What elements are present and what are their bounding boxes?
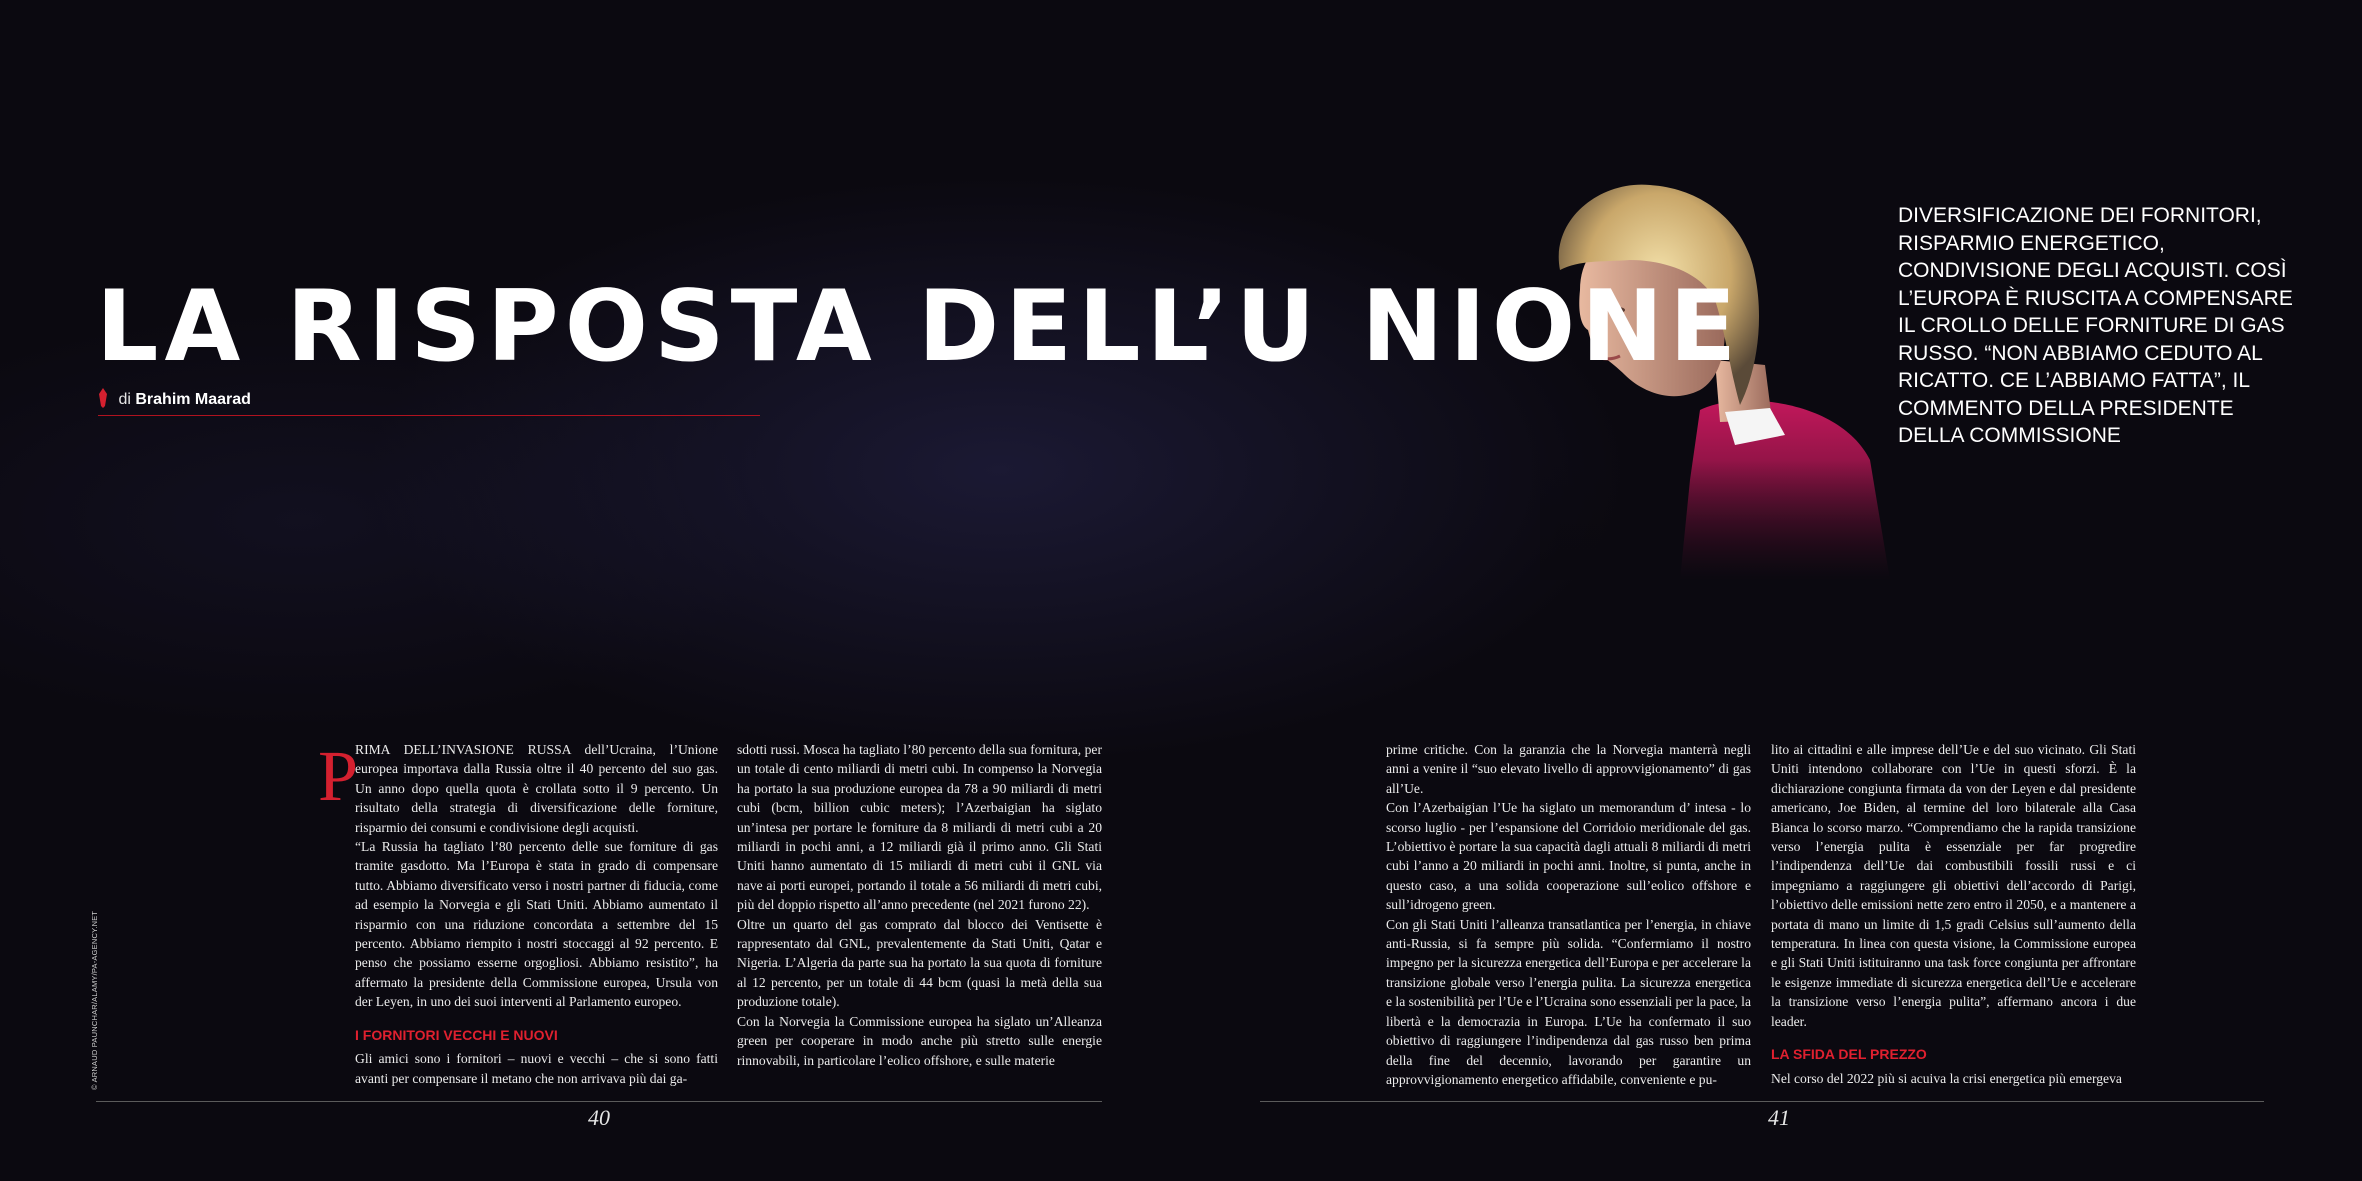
page-number-left: 40 [588,1105,610,1130]
footer-rule-left [96,1101,1102,1102]
paragraph: “La Russia ha tagliato l’80 percento delle sue forniture di gas tramite gasdotto. Ma l’Europa è stata in grado di compensare tutto. Abbiamo diversificato verso i nostri partner di fiducia, come ad esempio la Norvegia e gli Stati Uniti. Abbiamo aumentato il risparmio con una riduzione concordata a settembre del 15 percento. Abbiamo riempito i nostri stoccaggi al 92 percento. E penso che possiamo esserne orgogliosi. Abbiamo resistito”, ha affermato la presidente della Commissione europea, Ursula von der Leyen, in uno dei suoi interventi al Parlamento europeo. [355,839,718,1010]
text-column-2 [737,740,1102,1070]
text-column-1 [355,740,718,1088]
article-title: LA RISPOSTA DELL’U NIONE [96,270,1743,384]
section-subhead: LA SFIDA DEL PREZZO [1771,1046,1927,1063]
text-column-3 [1386,740,1751,1089]
byline-author: Brahim Maarad [135,391,251,408]
pen-icon [98,388,108,408]
photo-credit: © ARNAUD PAUNCHAR/ALAMY/PA-AGENCY.NET [90,910,99,1090]
paragraph: Nel corso del 2022 più si acuiva la crisi energetica più emergeva [1771,1070,2122,1086]
byline-prefix: di [118,391,131,408]
paragraph: RIMA DELL’INVASIONE RUSSA dell’Ucraina, l’Unione europea importava dalla Russia oltre il 40 percento del suo gas. Un anno dopo quella quota è crollata sotto il 9 percento. Un risultato della strategia di diversificazione delle forniture, risparmio dei consumi e condivisione degli acquisti. [355,742,718,835]
paragraph: sdotti russi. Mosca ha tagliato l’80 percento della sua fornitura, per un totale di cento miliardi di metri cubi. In compenso la Norvegia ha portato la sua produzione europea da 78 a 90 miliardi di metri cubi (bcm, billion cubic meters); l’Azerbaigian ha siglato un’intesa per portare le forniture da 8 miliardi di metri cubi a 20 miliardi in pochi anni, a 12 miliardi già il primo anno. Gli Stati Uniti hanno aumentato di 15 miliardi di metri cubi il GNL via nave ai porti europei, portando il totale a 56 miliardi di metri cubi, più del doppio rispetto all’anno precedente (nel 2021 furono 22). [737,742,1102,913]
section-subhead: I FORNITORI VECCHI E NUOVI [355,1026,558,1043]
byline [98,388,760,416]
paragraph: Con gli Stati Uniti l’alleanza transatlantica per l’energia, in chiave anti-Russia, si fa sempre più solida. “Confermiamo il nostro impegno per la sicurezza energetica dell’Europa e per accelerare la transizione globale verso l’energia pulita. La sicurezza energetica e la sostenibilità per l’Ue e l’Ucraina sono essenziali per la pace, la libertà e la democrazia in Europa. L’Ue ha confermato il suo obiettivo di raggiungere l’indipendenza dal gas russo ben prima della fine del decennio, lavorando per garantire un approvvigionamento energetico affidabile, conveniente e pu- [1386,916,1751,1087]
drop-cap: P [318,736,359,816]
footer-rule-right [1260,1101,2264,1102]
article-subtitle: DIVERSIFICAZIONE DEI FORNITORI, RISPARMIO ENERGETICO, CONDIVISIONE DEGLI ACQUISTI. COSÌ L’EUROPA È RIUSCITA A COMPENSARE IL CROLLO DELLE FORNITURE DI GAS RUSSO. “NON ABBIAMO CEDUTO AL RICATTO. CE L’ABBIAMO FATTA”, IL COMMENTO DELLA PRESIDENTE DELLA COMMISSIONE [1898,204,2293,447]
paragraph: lito ai cittadini e alle imprese dell’Ue e del suo vicinato. Gli Stati Uniti intendono collaborare con l’Ue in questi sforzi. È la dichiarazione congiunta firmata da von der Leyen e dal presidente americano, Joe Biden, al termine del loro bilaterale alla Casa Bianca lo scorso marzo. “Comprendiamo che la rapida transizione verso l’energia pulita è essenziale per far progredire l’indipendenza dell’Ue dai combustibili fossili russi e ci impegniamo a raggiungere gli obiettivi dell’accordo di Parigi, l’obiettivo delle emissioni nette zero entro il 2050, e a mantenere a portata di mano un limite di 1,5 gradi Celsius sull’aumento della temperatura. In linea con questa visione, la Commissione europea e gli Stati Uniti istituiranno una task force congiunta per affrontare le esigenze immediate di sicurezza energetica dell’Ue e accelerare la transizione verso l’energia pulita”, affermano ancora i due leader. [1771,742,2136,1029]
paragraph: Con l’Azerbaigian l’Ue ha siglato un memorandum d’ intesa - lo scorso luglio - per l’espansione del Corridoio meridionale del gas. L’obiettivo è portare la sua capacità dagli attuali 8 miliardi di metri cubi l’anno a 20 miliardi in pochi anni. Inoltre, si punta, anche in questo caso, a una solida cooperazione sull’eolico offshore e sull’idrogeno green. [1386,800,1751,913]
page-number-right: 41 [1768,1105,1790,1130]
paragraph: Oltre un quarto del gas comprato dal blocco dei Ventisette è rappresentato dal GNL, prevalentemente da Stati Uniti, Qatar e Nigeria. L’Algeria da parte sua ha portato la sua quota di forniture al 12 percento, per un totale di 44 bcm (quasi la metà della sua produzione totale). [737,916,1102,1010]
paragraph: prime critiche. Con la garanzia che la Norvegia manterrà negli anni a venire il “suo elevato livello di approvvigionamento” di gas all’Ue. [1386,742,1751,796]
text-column-4 [1771,740,2136,1088]
paragraph: Con la Norvegia la Commissione europea ha siglato un’Alleanza green per cooperare in modo anche più stretto sulle energie rinnovabili, in particolare l’eolico offshore, e sulle materie [737,1013,1102,1068]
paragraph: Gli amici sono i fornitori – nuovi e vecchi – che si sono fatti avanti per compensare il metano che non arrivava più dai ga- [355,1051,718,1086]
